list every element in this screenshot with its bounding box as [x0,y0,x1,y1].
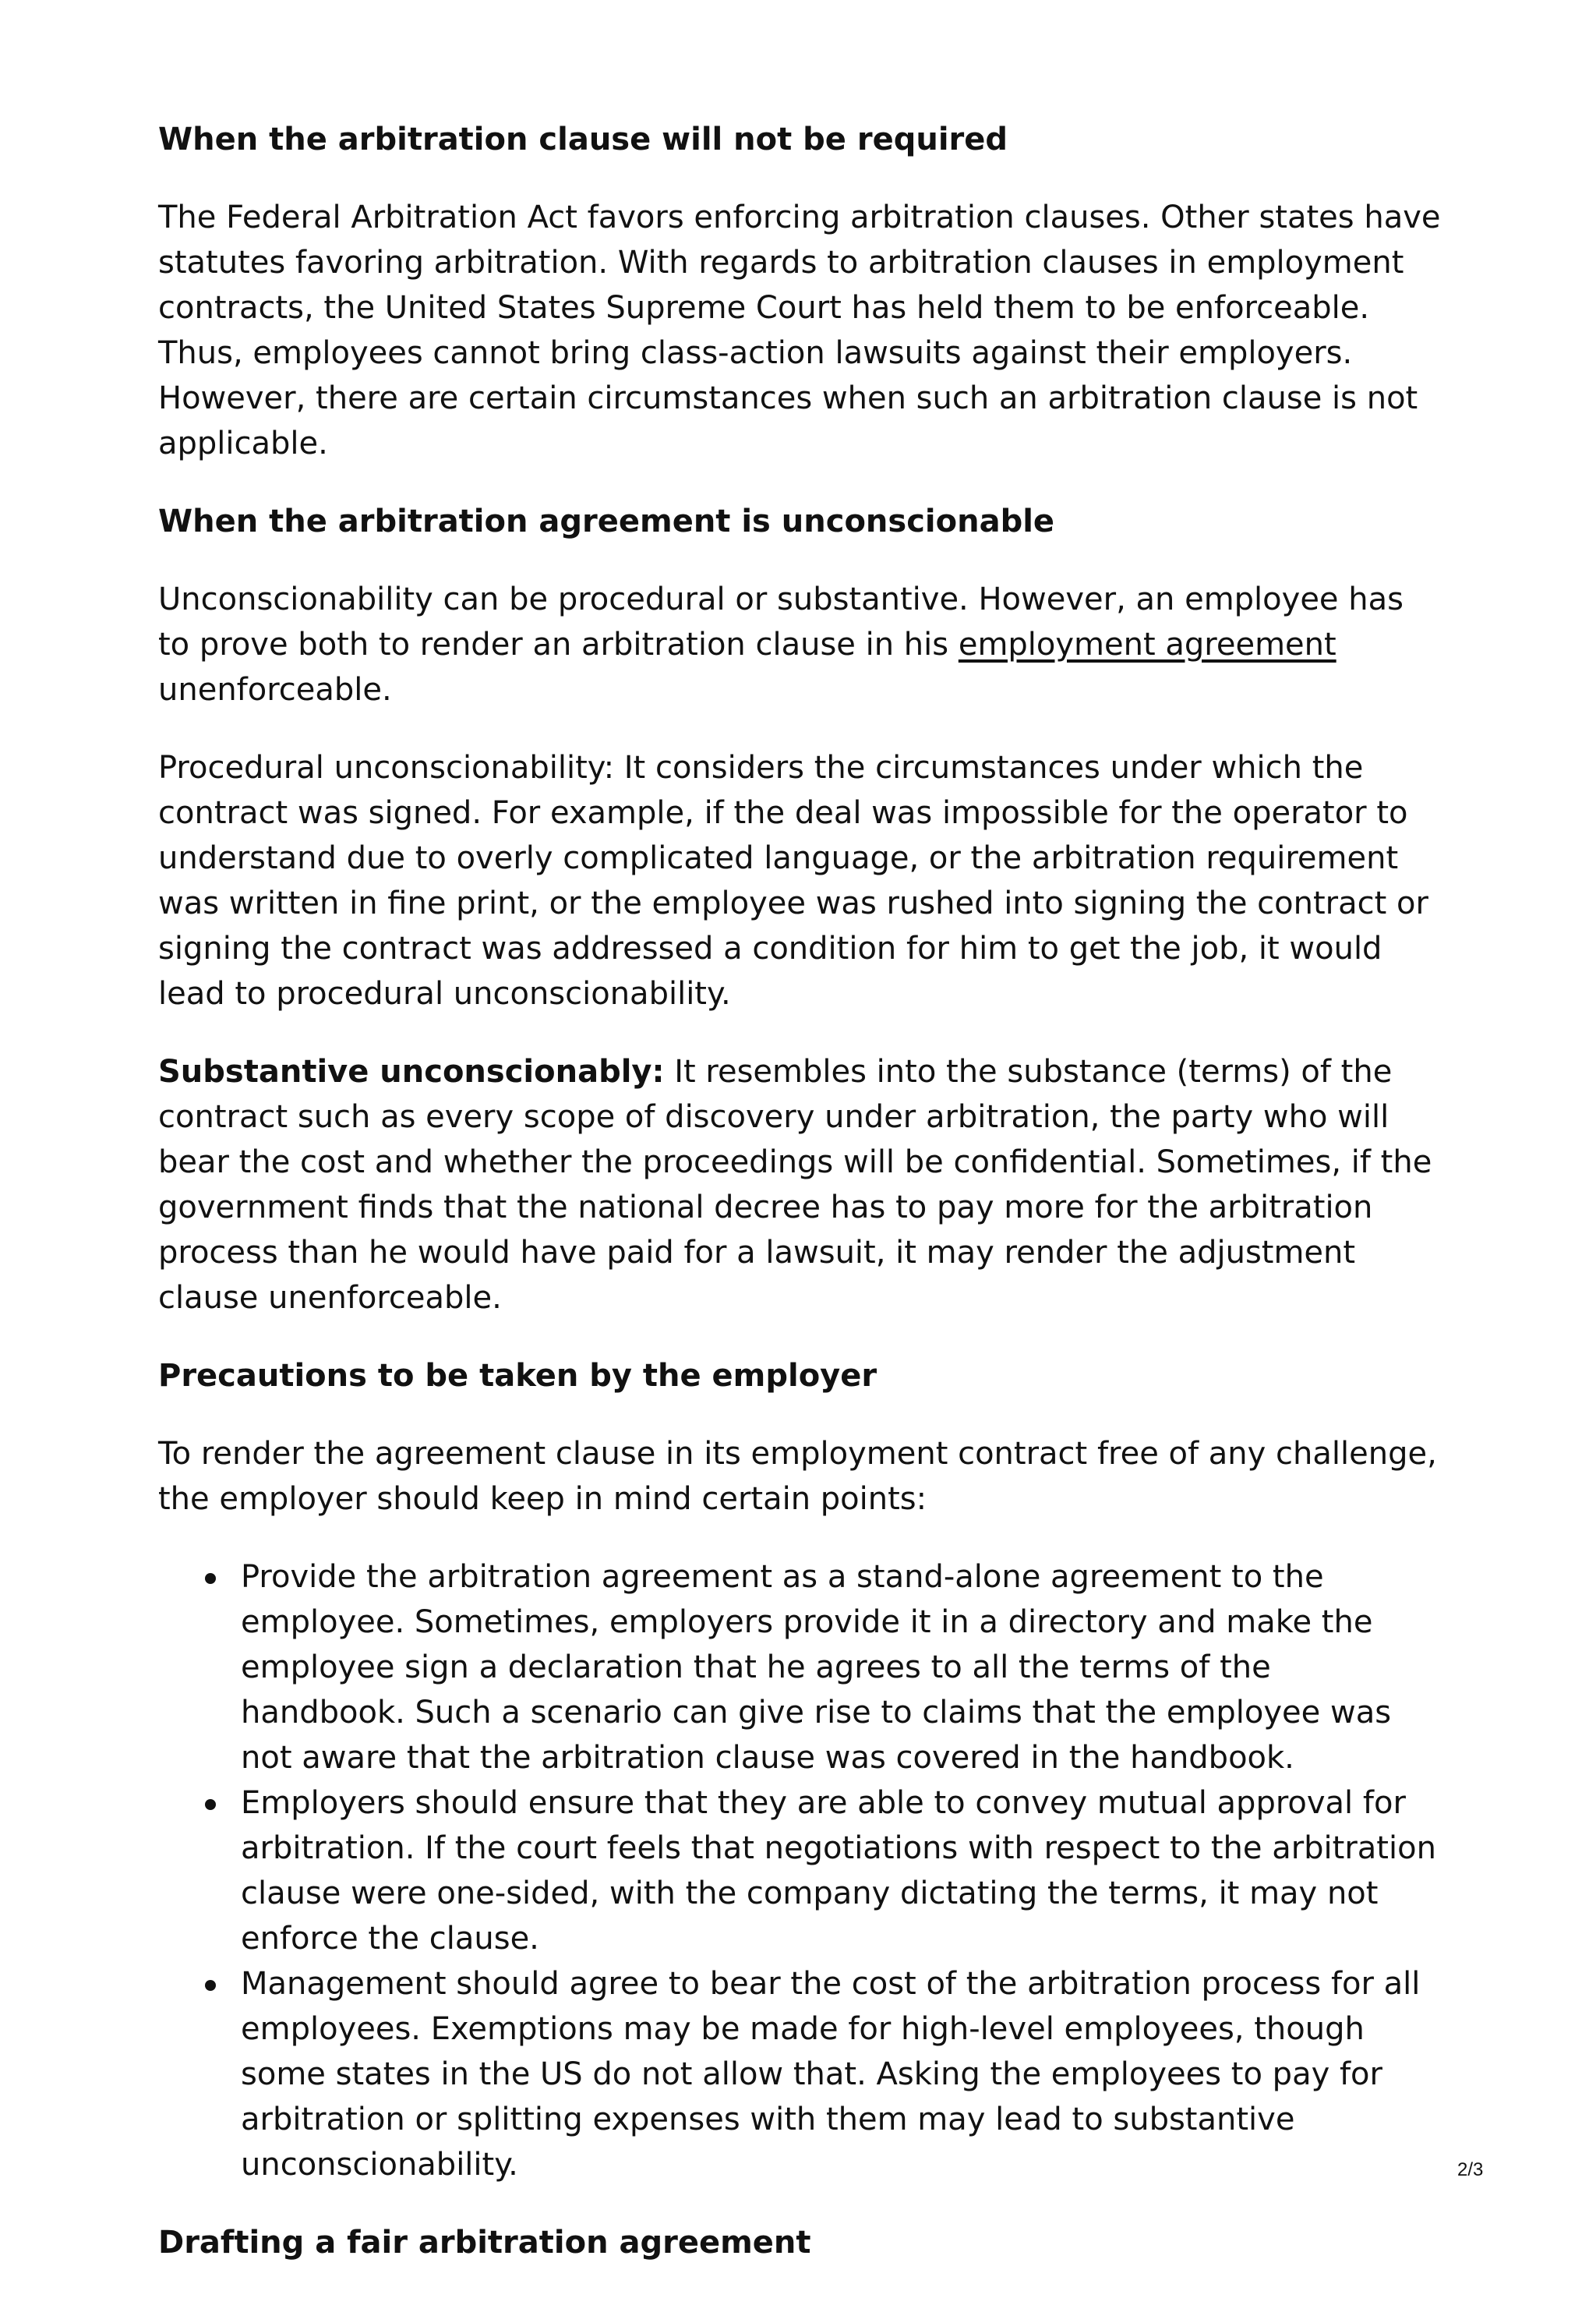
paragraph-federal-arbitration-act: The Federal Arbitration Act favors enforcing arbitration clauses. Other states have statutes favoring arbitration. With regards to arbitration clauses in employment contracts, the United States Supreme Court has held them to be enforceable. Thus, employees cannot bring class-action lawsuits against their employers. However, there are certain circumstances when such an arbitration clause is not applicable. [158,200,1441,461]
heading-arbitration-not-required: When the arbitration clause will not be required [158,122,1008,157]
paragraph-precautions-intro: To render the agreement clause in its employment contract free of any challenge, the employer should keep in mind certain points: [158,1436,1437,1517]
bullet-icon [205,1573,216,1584]
list-item-text: Management should agree to bear the cost of the arbitration process for all employees. Exemptions may be made for high-level employees, though some states in the US do not allow that. Asking the employees to pay for arbitration or splitting expenses with them may lead to substantive unconscionability. [241,1966,1421,2183]
page-number: 2/3 [1457,2159,1484,2180]
list-item-text: Provide the arbitration agreement as a stand-alone agreement to the employee. Sometimes, employers provide it in a directory and make the employee sign a declaration that he agrees to all the terms of the handbook. Such a scenario can give rise to claims that the employee was not aware that the arbitration clause was covered in the handbook. [241,1559,1392,1776]
paragraph-unconscionability-text-before: Unconscionability can be procedural or substantive. However, an employee has to prove both to render an arbitration clause in his [158,582,1404,663]
substantive-label: Substantive unconscionably: [158,1054,665,1090]
list-item [158,1554,1444,1780]
heading-agreement-unconscionable: When the arbitration agreement is unconscionable [158,504,1055,539]
list-item [158,1780,1444,1961]
heading-drafting-fair-agreement: Drafting a fair arbitration agreement [158,2225,811,2261]
paragraph-unconscionability [158,577,1444,712]
employment-agreement-link[interactable]: employment agreement [958,627,1336,663]
list-item [158,1961,1444,2187]
precautions-list [158,1554,1444,2187]
list-item-text: Employers should ensure that they are able to convey mutual approval for arbitration. If the court feels that negotiations with respect to the arbitration clause were one-sided, with the company dictating the terms, it may not enforce the clause. [241,1785,1436,1957]
paragraph-procedural-unconscionability: Procedural unconscionability: It considers the circumstances under which the contract was signed. For example, if the deal was impossible for the operator to understand due to overly complicated language, or the arbitration requirement was written in fine print, or the employee was rushed into signing the contract or signing the contract was addressed a condition for him to get the job, it would lead to procedural unconscionability. [158,750,1428,1012]
bullet-icon [205,1980,216,1991]
heading-precautions-employer: Precautions to be taken by the employer [158,1358,877,1394]
document-page [158,117,1444,2298]
substantive-text: It resembles into the substance (terms) of the contract such as every scope of discovery under arbitration, the party who will bear the cost and whether the proceedings will be confidential. Sometimes, if the government finds that the national decree has to pay more for the arbitration process than he would have paid for a lawsuit, it may render the adjustment clause unenforceable. [158,1054,1432,1316]
paragraph-unconscionability-text-after: unenforceable. [158,672,392,708]
bullet-icon [205,1799,216,1810]
paragraph-substantive-unconscionability [158,1049,1444,1320]
